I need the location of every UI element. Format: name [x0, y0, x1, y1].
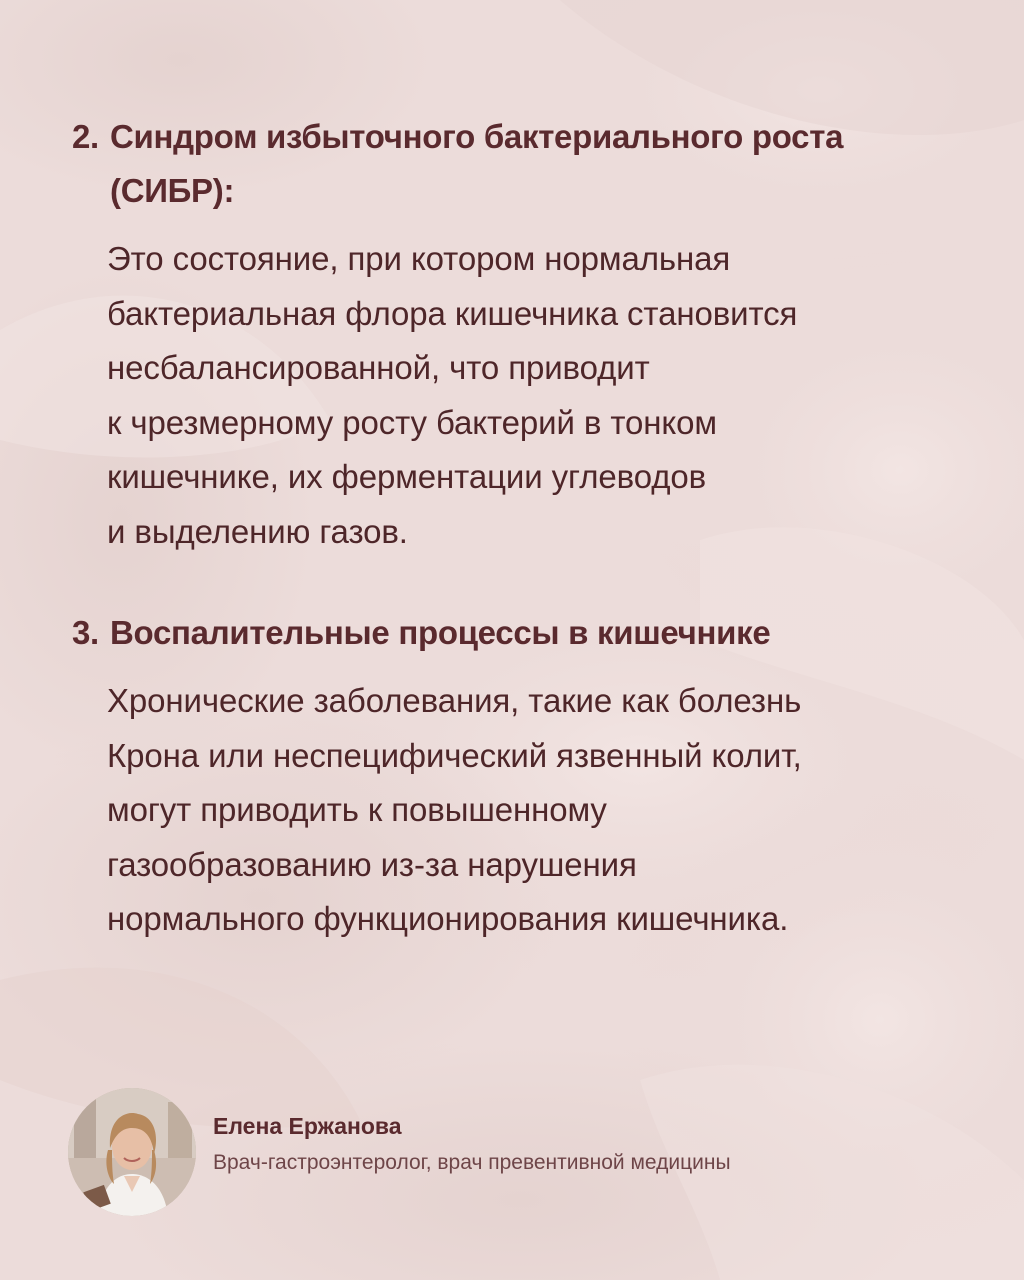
section-sibo: [72, 110, 952, 559]
avatar: [68, 1088, 196, 1216]
section-heading: [72, 606, 952, 660]
section-number: 3.: [72, 614, 99, 651]
author-block: [68, 1088, 731, 1216]
section-number: 2.: [72, 118, 99, 155]
author-name: Елена Ержанова: [213, 1113, 402, 1139]
section-title: Воспалительные процессы в кишечнике: [110, 614, 771, 651]
section-inflammation: [72, 606, 952, 947]
author-text: [213, 1110, 731, 1180]
author-role: Врач-гастроэнтеролог, врач превентивной медицины: [213, 1151, 731, 1174]
section-heading: [72, 110, 952, 218]
section-body: Это состояние, при котором нормальная бактериальная флора кишечника становится несбалансированной, что приводит к чрезмерному росту бактерий в тонком кишечнике, их ферментации углеводов и выделению газов.: [107, 240, 798, 550]
section-title: Синдром избыточного бактериального роста (СИБР):: [110, 118, 844, 209]
section-body: Хронические заболевания, такие как болезнь Крона или неспецифический язвенный колит, могут приводить к повышенному газообразованию из-за нарушения нормального функционирования кишечника.: [107, 682, 802, 937]
